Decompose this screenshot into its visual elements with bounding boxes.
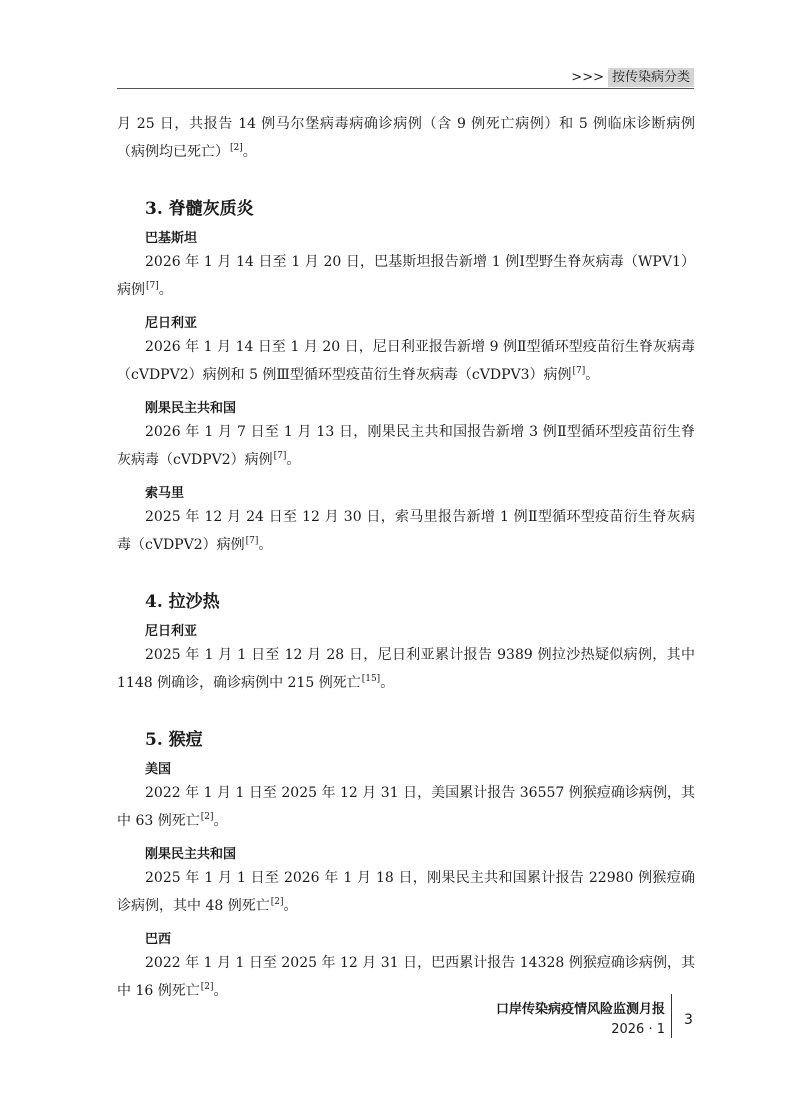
period: 。 (380, 675, 395, 691)
footer-publication (496, 1000, 665, 1040)
citation: [2] (200, 812, 214, 823)
country-name: 尼日利亚 (145, 316, 198, 331)
page-body (117, 110, 695, 1005)
report-text: 2025 年 1 月 1 日至 2026 年 1 月 18 日，刚果民主共和国累计报告 22980 例猴痘确诊病例，其中 48 例死亡 (117, 870, 695, 914)
intro-text: 月 25 日，共报告 14 例马尔堡病毒病确诊病例（含 9 例死亡病例）和 5 例临床诊断病例（病例均已死亡） (117, 116, 695, 160)
country-name: 索马里 (145, 486, 185, 501)
report-text: 2026 年 1 月 7 日至 1 月 13 日，刚果民主共和国报告新增 3 例Ⅱ型循环型疫苗衍生脊灰病毒（cVDPV2）病例 (117, 424, 695, 468)
period: 。 (283, 898, 298, 914)
report-paragraph (117, 864, 695, 920)
section-heading: 3. 脊髓灰质炎 (145, 199, 254, 219)
report-text: 2026 年 1 月 14 日至 1 月 20 日，巴基斯坦报告新增 1 例Ⅰ型野生脊灰病毒（WPV1）病例 (117, 254, 695, 298)
period: 。 (242, 144, 257, 160)
citation: [7] (245, 536, 259, 547)
report-text: 2026 年 1 月 14 日至 1 月 20 日，尼日利亚报告新增 9 例Ⅱ型循环型疫苗衍生脊灰病毒（cVDPV2）病例和 5 例Ⅲ型循环型疫苗衍生脊灰病毒（cVDPV3）病例 (117, 339, 695, 383)
country-name: 巴基斯坦 (145, 231, 198, 246)
period: 。 (585, 367, 600, 383)
report-text: 2025 年 1 月 1 日至 12 月 28 日，尼日利亚累计报告 9389 例拉沙热疑似病例，其中 1148 例确诊，确诊病例中 215 例死亡 (117, 647, 695, 691)
country-name: 美国 (145, 762, 172, 777)
header-category: 按传染病分类 (608, 68, 694, 87)
report-text: 2025 年 12 月 24 日至 12 月 30 日，索马里报告新增 1 例Ⅱ型循环型疫苗衍生脊灰病毒（cVDPV2）病例 (117, 509, 695, 553)
period: 。 (213, 983, 228, 999)
citation: [2] (230, 143, 243, 154)
citation: [15] (361, 674, 381, 685)
citation: [7] (273, 451, 287, 462)
report-text: 2022 年 1 月 1 日至 2025 年 12 月 31 日，巴西累计报告 14328 例猴痘确诊病例，其中 16 例死亡 (117, 955, 695, 999)
footer-divider (671, 994, 672, 1038)
section-heading: 5. 猴痘 (145, 730, 203, 750)
citation: [2] (200, 982, 214, 993)
running-header (571, 66, 694, 85)
period: 。 (286, 452, 301, 468)
country-name: 巴西 (145, 932, 172, 947)
report-paragraph (117, 248, 695, 304)
intro-paragraph (117, 110, 695, 166)
period: 。 (158, 282, 173, 298)
country-name: 尼日利亚 (145, 624, 198, 639)
citation: [7] (572, 366, 586, 377)
report-paragraph (117, 641, 695, 697)
country-name: 刚果民主共和国 (145, 401, 237, 416)
header-rule (117, 88, 694, 89)
citation: [2] (270, 897, 284, 908)
report-text: 2022 年 1 月 1 日至 2025 年 12 月 31 日，美国累计报告 36557 例猴痘确诊病例，其中 63 例死亡 (117, 785, 695, 829)
report-paragraph (117, 418, 695, 474)
report-paragraph (117, 333, 695, 389)
header-arrows: >>> (571, 70, 604, 85)
citation: [7] (146, 281, 159, 292)
section-heading: 4. 拉沙热 (145, 592, 220, 612)
period: 。 (258, 537, 273, 553)
report-paragraph (117, 503, 695, 559)
country-name: 刚果民主共和国 (145, 847, 237, 862)
page-number: 3 (684, 1012, 693, 1028)
report-paragraph (117, 949, 695, 1005)
footer-title: 口岸传染病疫情风险监测月报 (495, 1002, 665, 1017)
report-paragraph (117, 779, 695, 835)
period: 。 (213, 813, 228, 829)
footer-issue: 2026 · 1 (611, 1022, 665, 1037)
